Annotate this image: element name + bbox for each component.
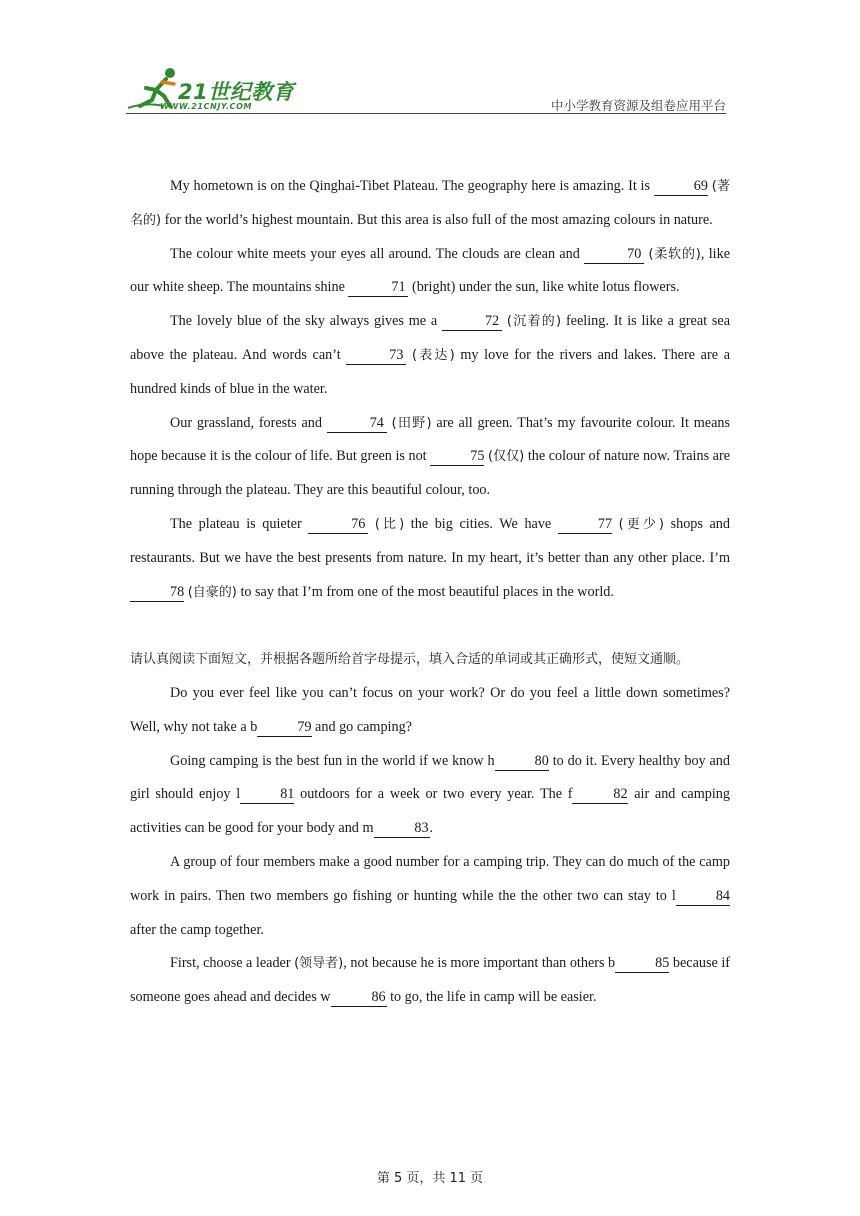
logo-url: WWW.21CNJY.COM bbox=[160, 102, 253, 111]
blank-84[interactable]: 84 bbox=[676, 887, 730, 906]
paragraph: My hometown is on the Qinghai-Tibet Plateau. The geography here is amazing. It is 69 (著名的) for the world’s highest mountain. But this area is also full of the most amazing colours in nature. bbox=[130, 178, 730, 228]
logo bbox=[126, 66, 296, 112]
blank-80[interactable]: 80 bbox=[495, 752, 549, 771]
blank-70[interactable]: 70 bbox=[584, 245, 644, 264]
paragraph: Our grassland, forests and 74 (田野) are all green. That’s my favourite colour. It means hope because it is the colour of life. But green is not 75 (仅仅) the colour of nature now. Trains are running through the plateau. They are this beautiful colour, too. bbox=[130, 414, 730, 499]
paragraph: A group of four members make a good number for a camping trip. They can do much of the camp work in pairs. Then two members go fishing or hunting while the the other two can stay to l 84 after the camp together. bbox=[130, 853, 730, 938]
blank-77[interactable]: 77 bbox=[558, 515, 612, 534]
paragraph: The colour white meets your eyes all around. The clouds are clean and 70 (柔软的), like our white sheep. The mountains shine 71 (bright) under the sun, like white lotus flowers. bbox=[130, 245, 731, 296]
page-number: 第 5 页，共 11 页 bbox=[376, 1171, 484, 1186]
blank-75[interactable]: 75 bbox=[430, 447, 484, 466]
section-gap bbox=[130, 609, 730, 643]
paragraph: Going camping is the best fun in the world if we know h 80 to do it. Every healthy boy and girl should enjoy l 81 outdoors for a week or two every year. The f 82 air and camping activities can be good for your body and m 83. bbox=[130, 752, 730, 837]
blank-82[interactable]: 82 bbox=[572, 785, 628, 804]
paragraph: First, choose a leader (领导者), not because he is more important than others b 85 because if someone goes ahead and decides w 86 to go, the life in camp will be easier. bbox=[130, 955, 730, 1006]
paragraph: Do you ever feel like you can’t focus on your work? Or do you feel a little down sometimes? Well, why not take a b 79 and go camping? bbox=[130, 684, 730, 735]
logo-text: 21世纪教育 bbox=[178, 80, 295, 104]
blank-78[interactable]: 78 bbox=[130, 583, 184, 602]
document-body bbox=[130, 170, 730, 1015]
blank-74[interactable]: 74 bbox=[327, 414, 387, 433]
blank-83[interactable]: 83 bbox=[374, 819, 430, 838]
blank-81[interactable]: 81 bbox=[240, 785, 294, 804]
blank-79[interactable]: 79 bbox=[257, 718, 311, 737]
blank-71[interactable]: 71 bbox=[348, 278, 408, 297]
instruction: 请认真阅读下面短文，并根据各题所给首字母提示，填入合适的单词或其正确形式，使短文通顺。 bbox=[130, 652, 690, 668]
paragraph: The plateau is quieter 76 (比) the big cities. We have 77 (更少) shops and restaurants. But we have the best presents from nature. In my heart, it’s better than any other place. I’m 78 (自豪的) to say that I’m from one of the most beautiful places in the world. bbox=[130, 515, 730, 600]
paragraph: The lovely blue of the sky always gives me a 72 (沉着的) feeling. It is like a great sea above the plateau. And words can’t 73 (表达) my love for the rivers and lakes. There are a hundred kinds of blue in the water. bbox=[130, 313, 731, 397]
page-header bbox=[126, 66, 726, 116]
blank-85[interactable]: 85 bbox=[615, 954, 669, 973]
platform-name: 中小学教育资源及组卷应用平台 bbox=[550, 98, 726, 113]
header-divider bbox=[126, 113, 726, 114]
blank-76[interactable]: 76 bbox=[308, 515, 368, 534]
blank-69[interactable]: 69 bbox=[654, 177, 708, 196]
blank-72[interactable]: 72 bbox=[442, 312, 502, 331]
blank-86[interactable]: 86 bbox=[331, 988, 387, 1007]
blank-73[interactable]: 73 bbox=[346, 346, 406, 365]
